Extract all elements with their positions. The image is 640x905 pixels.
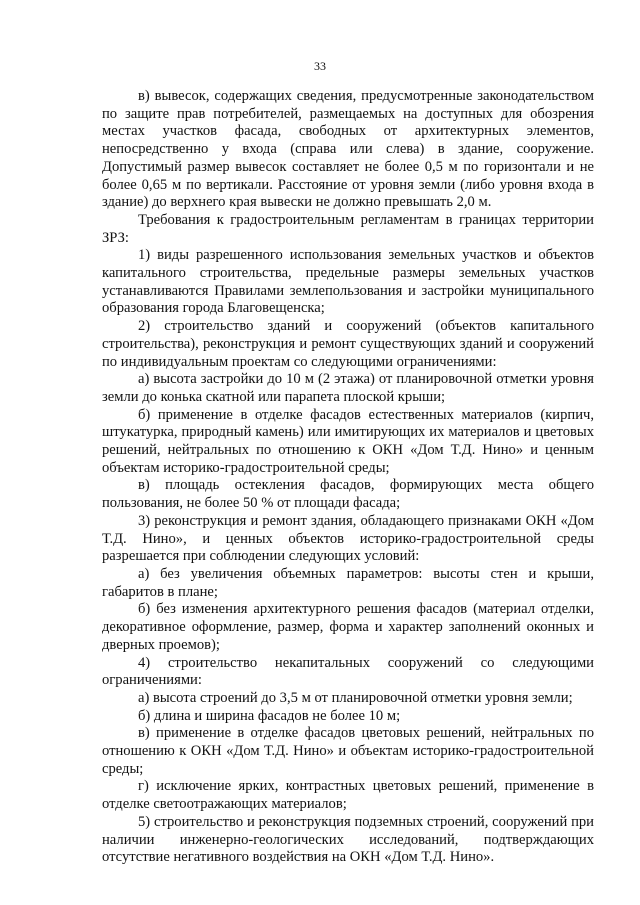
paragraph-item-2b-materials: б) применение в отделке фасадов естественных материалов (кирпич, штукатурка, природный камень) или имитирующих их материалов и цветовых решений, нейтральных по отношению к ОКН «Дом Т.Д. Нино» и ценным объектам историко-градостроительной среды; [102,406,594,476]
page-number: 33 [314,59,326,73]
paragraph-item-3-reconstruction: 3) реконструкция и ремонт здания, обладающего признаками ОКН «Дом Т.Д. Нино», и ценных объектов историко-градостроительной среды разрешается при соблюдении следующих условий: [102,512,594,565]
paragraph-item-5-underground: 5) строительство и реконструкция подземных строений, сооружений при наличии инженерно-геологических исследований, подтверждающих отсутствие негативного воздействия на ОКН «Дом Т.Д. Нино». [102,813,594,866]
paragraph-item-2c-glazing: в) площадь остекления фасадов, формирующих места общего пользования, не более 50 % от площади фасада; [102,477,594,512]
document-body [102,88,594,867]
paragraph-item-4b-dimensions: б) длина и ширина фасадов не более 10 м; [138,707,401,724]
paragraph-item-4d-exclusions: г) исключение ярких, контрастных цветовых решений, применение в отделке светоотражающих материалов; [102,778,594,813]
paragraph-item-3a-volume: а) без увеличения объемных параметров: высоты стен и крыши, габаритов в плане; [102,565,594,600]
paragraph-item-2a-height: а) высота застройки до 10 м (2 этажа) от планировочной отметки уровня земли до конька скатной или парапета плоской крыши; [102,371,594,405]
paragraph-item-2-construction: 2) строительство зданий и сооружений (объектов капитального строительства), реконструкция и ремонт существующих зданий и сооружений по индивидуальным проектам со следующими ограничениями: [102,318,594,370]
paragraph-item-4a-height: а) высота строений до 3,5 м от планировочной отметки уровня земли; [138,689,573,706]
paragraph-item-4c-colors: в) применение в отделке фасадов цветовых решений, нейтральных по отношению к ОКН «Дом Т.Д. Нино» и объектам историко-градостроительной среды; [102,725,594,777]
paragraph-zrz-requirements-heading: Требования к градостроительным регламентам в границах территории ЗРЗ: [102,211,594,246]
paragraph-signboards: в) вывесок, содержащих сведения, предусмотренные законодательством по защите прав потребителей, размещаемых на доступных для обозрения местах участков фасада, свободных от архитектурных элементов, непосредственно у входа (справа или слева) в здание, сооружение. Допустимый размер вывесок составляет не более 0,5 м по горизонтали и не более 0,65 м по вертикали. Расстояние от уровня земли (либо уровня входа в здание) до верхнего края вывески не должно превышать 2,0 м. [102,88,594,211]
paragraph-item-4-temporary-structures: 4) строительство некапитальных сооружений со следующими ограничениями: [102,654,594,689]
paragraph-item-3b-facades: б) без изменения архитектурного решения фасадов (материал отделки, декоративное оформление, размер, форма и характер заполнений оконных и дверных проемов); [102,601,594,653]
paragraph-item-1-permitted-use: 1) виды разрешенного использования земельных участков и объектов капитального строительства, предельные размеры земельных участков устанавливаются Правилами землепользования и застройки муниципального образования города Благовещенска; [102,247,594,317]
